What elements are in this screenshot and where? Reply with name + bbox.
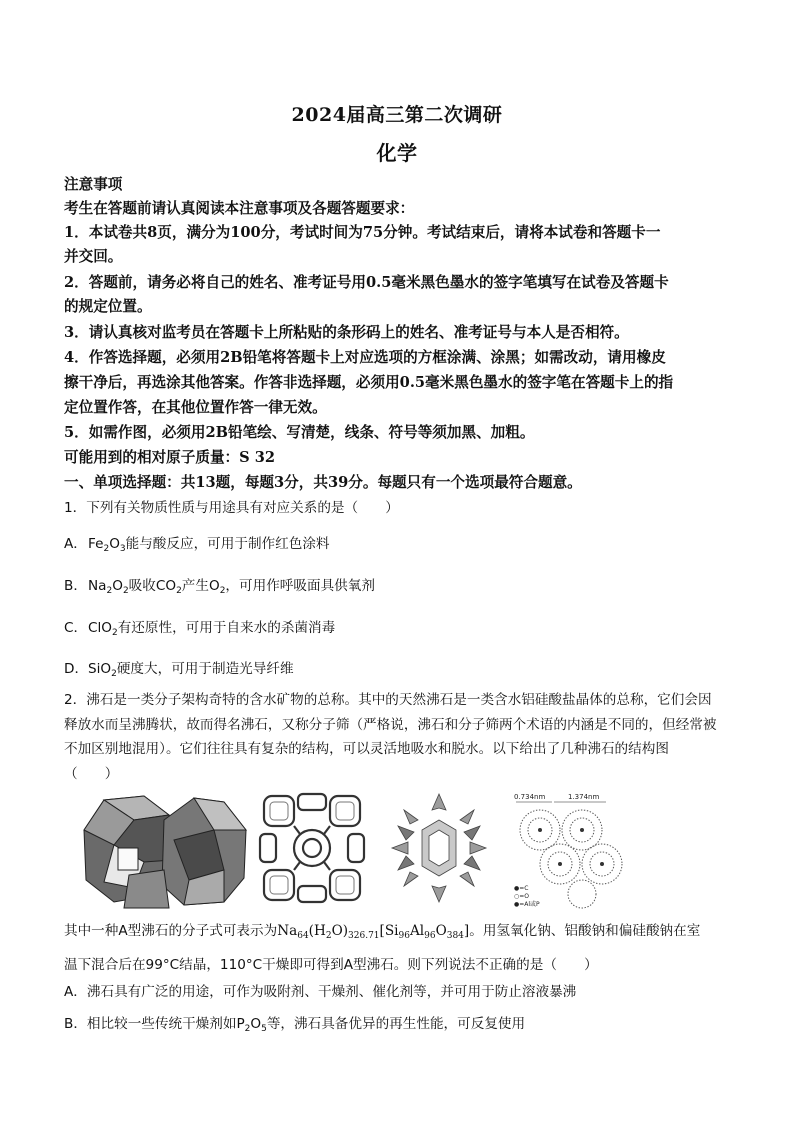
subscript: 326.71 [348, 931, 380, 941]
zeolite-formula [277, 923, 469, 939]
option-label: D． [64, 661, 89, 677]
notice-line: 2．答题前，请务必将自己的姓名、准考证号用0.5毫米黑色墨水的签字笔填写在试卷及答题卡 [64, 274, 669, 291]
option-text: 硬度大，可用于制造光导纤维 [116, 661, 294, 677]
subscript: 2 [122, 586, 129, 596]
option-text: ，可用作呼吸面具供氧剂 [225, 578, 375, 594]
q1-option-d [64, 657, 294, 679]
notice-heading: 注意事项 [64, 176, 123, 193]
legend-al-p: ●=Al或P [514, 901, 540, 908]
option-text: 吸收CO [128, 578, 177, 594]
atomic-mass-line: 可能用到的相对原子质量：S 32 [64, 449, 276, 466]
zeolite-figures [74, 790, 734, 910]
subscript: 2 [103, 544, 110, 554]
notice-line: 的规定位置。 [64, 298, 152, 315]
option-text: B．相比较一些传统干燥剂如P [64, 1016, 245, 1032]
question-2-line: （ ） [64, 766, 119, 782]
exam-title: 2024届高三第二次调研 [291, 104, 503, 126]
question-2-line: 温下混合后在99°C结晶，110°C干燥即可得到A型沸石。则下列说法不正确的是（ ） [64, 957, 598, 973]
question-2-line: 2．沸石是一类分子架构奇特的含水矿物的总称。其中的天然沸石是一类含水铝硅酸盐晶体的总称，它们会因 [64, 692, 712, 708]
formula-part: Fe [88, 536, 104, 552]
formula-part: Al [409, 923, 425, 939]
subscript: 2 [219, 586, 226, 596]
subscript: 5 [261, 1024, 267, 1034]
q2-option-b [64, 1015, 734, 1038]
q1-option-a [64, 532, 330, 554]
zeolite-cage-figure [74, 790, 250, 910]
subscript: 2 [111, 628, 118, 638]
notice-intro: 考生在答题前请认真阅读本注意事项及各题答题要求： [64, 200, 415, 217]
subscript: 2 [176, 586, 182, 596]
zeolite-pore-diagram [510, 790, 636, 910]
subscript: 2 [111, 669, 117, 679]
subscript: 64 [297, 931, 309, 941]
notice-line: 擦干净后，再选涂其他答案。作答非选择题，必须用0.5毫米黑色墨水的签字笔在答题卡上的指 [64, 374, 674, 391]
subscript: 384 [446, 931, 464, 941]
subscript: 2 [106, 586, 113, 596]
q1-option-c [64, 616, 335, 638]
option-label: A． [64, 536, 87, 552]
option-text: 产生O [181, 578, 220, 594]
question-2-formula-line [64, 922, 734, 945]
notice-line: 1．本试卷共8页，满分为100分，考试时间为75分钟。考试结束后，请将本试卷和答题卡一 [64, 224, 661, 241]
option-label: B． [64, 578, 87, 594]
legend-c: ●=C [514, 885, 529, 892]
formula-part: O [250, 1016, 262, 1032]
subscript: 2 [325, 931, 332, 941]
notice-line: 3．请认真核对监考员在答题卡上所粘贴的条形码上的姓名、准考证号与本人是否相符。 [64, 324, 629, 341]
section-heading: 一、单项选择题：共13题，每题3分，共39分。每题只有一个选项最符合题意。 [64, 474, 582, 491]
q2-option-a: A．沸石具有广泛的用途，可作为吸附剂、干燥剂、催化剂等，并可用于防止溶液暴沸 [64, 984, 577, 1000]
formula-part: O [435, 923, 447, 939]
subject-title: 化学 [376, 141, 418, 165]
zeolite-polyhedra-figure [384, 790, 494, 906]
formula-part: O [109, 536, 120, 552]
subscript: 96 [424, 931, 436, 941]
formula-part: ClO [88, 620, 112, 636]
question-2-line: 不加区别地混用）。它们往往具有复杂的结构，可以灵活地吸水和脱水。以下给出了几种沸石的结构图 [64, 741, 669, 757]
formula-intro: 其中一种A型沸石的分子式可表示为 [64, 923, 278, 939]
q1-option-b [64, 574, 375, 596]
formula-part: [Si [379, 923, 399, 939]
pore-size-label-b: 1.374nm [568, 793, 600, 801]
option-label: C． [64, 620, 88, 636]
formula-part: Na [88, 578, 107, 594]
formula-outro: 。用氢氧化钠、铝酸钠和偏硅酸钠在室 [469, 923, 701, 939]
notice-line: 定位置作答，在其他位置作答一律无效。 [64, 399, 327, 416]
notice-line: 并交回。 [64, 248, 123, 265]
subscript: 3 [119, 544, 126, 554]
subscript: 96 [398, 931, 410, 941]
question-1-stem: 1．下列有关物质性质与用途具有对应关系的是（ ） [64, 500, 399, 516]
question-2-line: 释放水而呈沸腾状，故而得名沸石，又称分子筛（严格说，沸石和分子筛两个术语的内涵是不同的，但经常被 [64, 717, 717, 733]
formula-part: O [112, 578, 123, 594]
zeolite-framework-figure [258, 790, 366, 906]
notice-line: 4．作答选择题，必须用2B铅笔将答题卡上对应选项的方框涂满、涂黑；如需改动，请用橡皮 [64, 349, 666, 366]
notice-line: 5．如需作图，必须用2B铅笔绘、写清楚，线条、符号等须加黑、加粗。 [64, 424, 535, 441]
subscript: 2 [244, 1024, 251, 1034]
option-text: 有还原性，可用于自来水的杀菌消毒 [117, 620, 336, 636]
formula-part: Na [277, 923, 298, 939]
legend-o: ○=O [514, 893, 529, 900]
formula-part: SiO [88, 661, 112, 677]
pore-size-label-a: 0.734nm [514, 793, 546, 801]
formula-part: (H [308, 923, 326, 939]
formula-part: ] [463, 923, 470, 939]
formula-part: O) [331, 923, 349, 939]
option-text: 等，沸石具备优异的再生性能，可反复使用 [266, 1016, 526, 1032]
option-text: 能与酸反应，可用于制作红色涂料 [125, 536, 330, 552]
